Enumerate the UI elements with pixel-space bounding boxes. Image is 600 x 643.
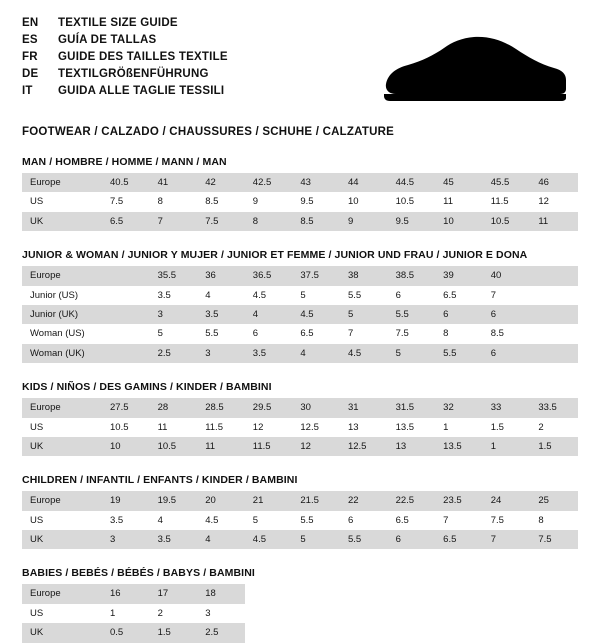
cell: 4	[292, 344, 340, 363]
cell: 31.5	[388, 398, 436, 417]
cell: 10.5	[483, 212, 531, 231]
cell: 6	[340, 511, 388, 530]
table-row	[22, 212, 578, 231]
table-row	[22, 324, 578, 343]
cell: 8.5	[292, 212, 340, 231]
size-table-babies	[22, 584, 578, 642]
row-label: Europe	[22, 266, 102, 285]
cell: 19	[102, 491, 150, 510]
cell: 13.5	[435, 437, 483, 456]
cell: 9	[340, 212, 388, 231]
cell: 11.5	[483, 192, 531, 211]
cell: 21	[245, 491, 293, 510]
cell: 6.5	[102, 212, 150, 231]
cell	[483, 584, 531, 603]
cell	[340, 604, 388, 623]
row-label: US	[22, 192, 102, 211]
cell: 3.5	[102, 511, 150, 530]
cell: 20	[197, 491, 245, 510]
cell: 11	[197, 437, 245, 456]
cell	[388, 604, 436, 623]
cell: 1.5	[483, 418, 531, 437]
language-title: TEXTILE SIZE GUIDE	[58, 17, 178, 29]
cell: 8.5	[197, 192, 245, 211]
cell: 7	[435, 511, 483, 530]
cell: 7.5	[530, 530, 578, 549]
cell	[530, 623, 578, 642]
cell	[435, 584, 483, 603]
cell: 46	[530, 173, 578, 192]
cell: 1.5	[530, 437, 578, 456]
row-label: Woman (US)	[22, 324, 102, 343]
table-row	[22, 418, 578, 437]
language-code: ES	[22, 34, 38, 47]
cell: 3.5	[197, 305, 245, 324]
cell: 12	[530, 192, 578, 211]
cell: 5.5	[292, 511, 340, 530]
cell: 13.5	[388, 418, 436, 437]
cell: 10	[340, 192, 388, 211]
cell: 5	[292, 286, 340, 305]
language-row	[22, 16, 228, 33]
cell: 2	[530, 418, 578, 437]
row-label: Europe	[22, 491, 102, 510]
language-title: TEXTILGRÖßENFÜHRUNG	[58, 68, 209, 81]
cell: 28	[150, 398, 198, 417]
cell: 27.5	[102, 398, 150, 417]
cell	[530, 305, 578, 324]
group-children	[22, 474, 578, 549]
cell: 44	[340, 173, 388, 192]
cell: 9.5	[388, 212, 436, 231]
cell: 38	[340, 266, 388, 285]
group-kids	[22, 381, 578, 456]
cell: 37.5	[292, 266, 340, 285]
cell: 7.5	[197, 212, 245, 231]
table-row	[22, 398, 578, 417]
cell: 35.5	[150, 266, 198, 285]
row-label: UK	[22, 212, 102, 231]
size-table-kids	[22, 398, 578, 456]
table-row	[22, 584, 578, 603]
cell: 5.5	[197, 324, 245, 343]
cell: 7	[483, 530, 531, 549]
cell	[292, 584, 340, 603]
cell	[292, 604, 340, 623]
cell: 6.5	[388, 511, 436, 530]
language-code: DE	[22, 68, 39, 81]
group-title: KIDS / NIÑOS / DES GAMINS / KINDER / BAMBINI	[22, 381, 272, 394]
cell: 29.5	[245, 398, 293, 417]
language-title: GUÍA DE TALLAS	[58, 34, 157, 47]
cell: 12.5	[340, 437, 388, 456]
cell: 1.5	[150, 623, 198, 642]
cell: 3.5	[245, 344, 293, 363]
cell: 28.5	[197, 398, 245, 417]
cell: 5.5	[340, 530, 388, 549]
cell: 2	[150, 604, 198, 623]
cell: 4	[150, 511, 198, 530]
cell: 10.5	[388, 192, 436, 211]
cell: 32	[435, 398, 483, 417]
table-row	[22, 437, 578, 456]
cell: 6	[245, 324, 293, 343]
group-title: JUNIOR & WOMAN / JUNIOR Y MUJER / JUNIOR ET FEMME / JUNIOR UND FRAU / JUNIOR E DONA	[22, 249, 528, 262]
cell: 5.5	[435, 344, 483, 363]
cell: 40.5	[102, 173, 150, 192]
language-titles	[22, 16, 228, 101]
cell: 11	[530, 212, 578, 231]
cell: 40	[483, 266, 531, 285]
cell: 6.5	[435, 286, 483, 305]
cell: 0.5	[102, 623, 150, 642]
cell: 5	[340, 305, 388, 324]
row-label: UK	[22, 623, 102, 642]
cell: 8	[150, 192, 198, 211]
cell: 11	[150, 418, 198, 437]
cell: 4.5	[197, 511, 245, 530]
cell: 13	[340, 418, 388, 437]
cell: 36.5	[245, 266, 293, 285]
cell: 17	[150, 584, 198, 603]
cell: 38.5	[388, 266, 436, 285]
cell: 9.5	[292, 192, 340, 211]
group-title: CHILDREN / INFANTIL / ENFANTS / KINDER / BAMBINI	[22, 474, 298, 487]
cell: 7.5	[388, 324, 436, 343]
table-row	[22, 305, 578, 324]
cell: 6.5	[435, 530, 483, 549]
cell: 3.5	[150, 286, 198, 305]
cell: 10.5	[150, 437, 198, 456]
cell: 33.5	[530, 398, 578, 417]
table-row	[22, 623, 578, 642]
cell: 23.5	[435, 491, 483, 510]
table-row	[22, 344, 578, 363]
cell	[530, 324, 578, 343]
cell: 5	[245, 511, 293, 530]
header	[22, 16, 578, 112]
cell	[102, 266, 150, 285]
cell: 8	[245, 212, 293, 231]
cell: 3	[102, 530, 150, 549]
cell	[530, 604, 578, 623]
cell: 22	[340, 491, 388, 510]
row-label: US	[22, 511, 102, 530]
cell	[245, 604, 293, 623]
group-man	[22, 156, 578, 231]
cell: 41	[150, 173, 198, 192]
table-row	[22, 173, 578, 192]
row-label: Junior (US)	[22, 286, 102, 305]
language-code: FR	[22, 51, 38, 64]
group-title: BABIES / BEBÉS / BÉBÉS / BABYS / BAMBINI	[22, 567, 255, 580]
cell	[388, 623, 436, 642]
language-row	[22, 33, 228, 50]
cell: 6	[483, 344, 531, 363]
language-code: EN	[22, 17, 39, 29]
cell: 11.5	[245, 437, 293, 456]
cell: 5	[150, 324, 198, 343]
cell	[102, 324, 150, 343]
cell	[102, 286, 150, 305]
table-row	[22, 511, 578, 530]
cell: 8	[530, 511, 578, 530]
cell: 3	[150, 305, 198, 324]
row-label: Europe	[22, 398, 102, 417]
cell: 12	[292, 437, 340, 456]
cell: 11.5	[197, 418, 245, 437]
cell: 7	[340, 324, 388, 343]
group-junior-woman	[22, 249, 578, 363]
language-row	[22, 50, 228, 67]
cell: 5.5	[340, 286, 388, 305]
cell: 6	[388, 286, 436, 305]
table-row	[22, 604, 578, 623]
cell	[340, 623, 388, 642]
cell: 30	[292, 398, 340, 417]
cell	[340, 584, 388, 603]
cell: 12	[245, 418, 293, 437]
cell	[245, 584, 293, 603]
cell: 3	[197, 604, 245, 623]
row-label: Europe	[22, 584, 102, 603]
cell: 42.5	[245, 173, 293, 192]
cell	[483, 604, 531, 623]
cell: 8.5	[483, 324, 531, 343]
cell: 6	[483, 305, 531, 324]
cell	[388, 584, 436, 603]
cell: 4.5	[245, 286, 293, 305]
cell: 10	[102, 437, 150, 456]
cell	[530, 266, 578, 285]
cell: 45	[435, 173, 483, 192]
table-row	[22, 530, 578, 549]
row-label: UK	[22, 530, 102, 549]
cell: 6	[388, 530, 436, 549]
row-label: Europe	[22, 173, 102, 192]
cell: 4.5	[340, 344, 388, 363]
cell: 1	[435, 418, 483, 437]
cell	[435, 623, 483, 642]
cell: 1	[483, 437, 531, 456]
cell: 24	[483, 491, 531, 510]
row-label: Junior (UK)	[22, 305, 102, 324]
cell: 6	[435, 305, 483, 324]
cell	[530, 584, 578, 603]
group-title: MAN / HOMBRE / HOMME / MANN / MAN	[22, 156, 227, 168]
cell: 22.5	[388, 491, 436, 510]
table-row	[22, 192, 578, 211]
cell: 5	[388, 344, 436, 363]
cell: 18	[197, 584, 245, 603]
cell	[102, 344, 150, 363]
cell: 6.5	[292, 324, 340, 343]
cell: 3.5	[150, 530, 198, 549]
cell: 3	[197, 344, 245, 363]
row-label: UK	[22, 437, 102, 456]
cell: 4.5	[292, 305, 340, 324]
cell: 8	[435, 324, 483, 343]
cell: 10	[435, 212, 483, 231]
cell: 7	[150, 212, 198, 231]
cell	[245, 623, 293, 642]
cell: 11	[435, 192, 483, 211]
cell: 4	[197, 286, 245, 305]
cell: 42	[197, 173, 245, 192]
cell	[292, 623, 340, 642]
row-label: US	[22, 604, 102, 623]
cell: 7	[483, 286, 531, 305]
table-row	[22, 266, 578, 285]
cell: 5.5	[388, 305, 436, 324]
cell: 10.5	[102, 418, 150, 437]
cell: 7.5	[102, 192, 150, 211]
group-babies	[22, 567, 578, 642]
table-row	[22, 491, 578, 510]
cell	[435, 604, 483, 623]
footwear-section-title: FOOTWEAR / CALZADO / CHAUSSURES / SCHUHE / CALZATURE	[22, 126, 395, 138]
cell: 44.5	[388, 173, 436, 192]
cell: 33	[483, 398, 531, 417]
cell: 19.5	[150, 491, 198, 510]
cell: 5	[292, 530, 340, 549]
cell: 4	[245, 305, 293, 324]
cell: 2.5	[197, 623, 245, 642]
size-table-junior-woman	[22, 266, 578, 363]
language-code: IT	[22, 85, 33, 98]
cell	[530, 344, 578, 363]
cell: 2.5	[150, 344, 198, 363]
cell: 31	[340, 398, 388, 417]
cell: 16	[102, 584, 150, 603]
cell: 25	[530, 491, 578, 510]
cell: 1	[102, 604, 150, 623]
cell: 12.5	[292, 418, 340, 437]
cell: 13	[388, 437, 436, 456]
cell: 9	[245, 192, 293, 211]
table-row	[22, 286, 578, 305]
cell	[102, 305, 150, 324]
language-row	[22, 84, 228, 101]
cell: 39	[435, 266, 483, 285]
row-label: US	[22, 418, 102, 437]
language-row	[22, 67, 228, 84]
size-table-man	[22, 173, 578, 231]
row-label: Woman (UK)	[22, 344, 102, 363]
cell: 4	[197, 530, 245, 549]
cell: 45.5	[483, 173, 531, 192]
cell: 4.5	[245, 530, 293, 549]
cell: 36	[197, 266, 245, 285]
cell: 21.5	[292, 491, 340, 510]
dress-shoe-icon	[378, 32, 568, 112]
cell	[530, 286, 578, 305]
language-title: GUIDA ALLE TAGLIE TESSILI	[58, 85, 225, 98]
size-table-children	[22, 491, 578, 549]
cell: 43	[292, 173, 340, 192]
cell	[483, 623, 531, 642]
language-title: GUIDE DES TAILLES TEXTILE	[58, 51, 228, 64]
cell: 7.5	[483, 511, 531, 530]
